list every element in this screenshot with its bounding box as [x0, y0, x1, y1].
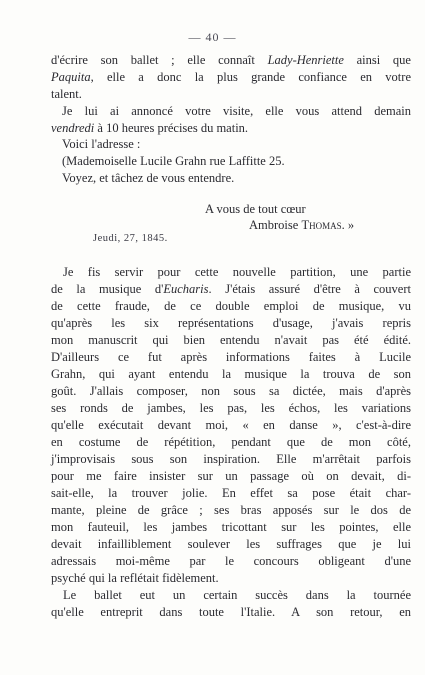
body-line	[51, 281, 411, 298]
signature-surname: Thomas	[301, 218, 342, 232]
letter-text: ainsi que	[343, 53, 411, 67]
body-line	[51, 434, 411, 451]
letter-text: , elle a donc la plus grande confiance en votre	[90, 70, 411, 84]
body-text: D'ailleurs ce fut après informations faites à Lucile	[51, 350, 411, 364]
body-text: . J'étais assuré d'être à couvert	[208, 282, 411, 296]
letter-text: (Mademoiselle Lucile Grahn rue Laffitte 25.	[62, 154, 285, 168]
body-line	[51, 400, 411, 417]
letter-text: d'écrire son ballet ; elle connaît	[51, 53, 268, 67]
body-line	[51, 383, 411, 400]
letter-text: talent.	[51, 87, 82, 101]
letter-signature	[249, 217, 354, 234]
body-line	[51, 298, 411, 315]
body-text: de la musique d'	[51, 282, 164, 296]
letter-text: Voyez, et tâchez de vous entendre.	[62, 171, 235, 185]
body-text: sait-elle, la trouver jolie. En effet sa pose était char-	[51, 486, 411, 500]
body-line	[51, 349, 411, 366]
body-line	[51, 553, 411, 570]
body-italic-text: Eucharis	[163, 282, 209, 296]
letter-text: Voici l'adresse :	[62, 137, 141, 151]
body-line	[51, 502, 411, 519]
letter-italic-text: vendredi	[51, 121, 95, 135]
body-text: qu'elle exécutait devant moi, « en danse », c'est-à-dire	[51, 418, 411, 432]
body-line	[63, 264, 411, 281]
letter-closing: A vous de tout cœur	[205, 202, 306, 216]
letter-line	[51, 69, 411, 86]
body-line	[51, 332, 411, 349]
body-line	[51, 536, 411, 553]
page-number: — 40 —	[188, 30, 237, 44]
body-line	[51, 485, 411, 502]
letter-text: Je lui ai annoncé votre visite, elle vous attend demain	[62, 104, 411, 118]
letter-line	[62, 170, 422, 187]
body-line	[63, 587, 411, 604]
body-text: Grahn, qui ayant entendu la musique la trouva de son	[51, 367, 411, 381]
body-text: mon fauteuil, les jambes tricottant sur les pointes, elle	[51, 520, 411, 534]
body-text: psyché qui la reflétait fidèlement.	[51, 571, 219, 585]
letter-line	[51, 52, 411, 69]
body-text: adressais moi-même par le concours obligeant d'une	[51, 554, 411, 568]
letter-date: Jeudi, 27, 1845.	[93, 233, 168, 244]
body-line	[51, 315, 411, 332]
signature-name: Ambroise	[249, 218, 302, 232]
signature-end: . »	[341, 218, 355, 232]
body-text: en costume de répétition, pendant que de mon côté,	[51, 435, 411, 449]
body-text: de cette fraude, de ce double emploi de musique, vu	[51, 299, 411, 313]
letter-line	[51, 86, 411, 103]
letter-italic-text: Paquita	[51, 70, 91, 84]
body-line	[51, 417, 411, 434]
letter-italic-text: Lady-Henriette	[267, 53, 344, 67]
body-line	[51, 366, 411, 383]
body-text: goût. J'allais composer, non sous sa dictée, mais d'après	[51, 384, 411, 398]
body-line	[51, 570, 411, 587]
body-line	[51, 519, 411, 536]
body-text: mante, pleine de grâce ; ses bras apposés sur le dos de	[51, 503, 411, 517]
body-line	[51, 604, 411, 621]
letter-line	[62, 136, 422, 153]
body-text: mon manuscrit qui bien entendu n'avait pas été édité.	[51, 333, 411, 347]
body-text: devait infailliblement soulever les suffrages que je lui	[51, 537, 411, 551]
body-text: qu'elle entreprit dans toute l'Italie. A son retour, en	[51, 605, 411, 619]
body-text: qu'après les six représentations d'usage, j'avais repris	[51, 316, 411, 330]
letter-line	[62, 103, 411, 120]
body-line	[51, 468, 411, 485]
body-text: ses ronds de jambes, les pas, les échos, les variations	[51, 401, 411, 415]
body-text: Je fis servir pour cette nouvelle partition, une partie	[63, 265, 411, 279]
letter-text: à 10 heures précises du matin.	[94, 121, 249, 135]
body-text: j'improvisais sous son inspiration. Elle m'arrêtait parfois	[51, 452, 411, 466]
body-line	[51, 451, 411, 468]
letter-line	[62, 153, 422, 170]
body-text: Le ballet eut un certain succès dans la tournée	[63, 588, 411, 602]
body-text: pour me faire insister sur un passage où on devait, di-	[51, 469, 411, 483]
letter-line	[51, 120, 411, 137]
